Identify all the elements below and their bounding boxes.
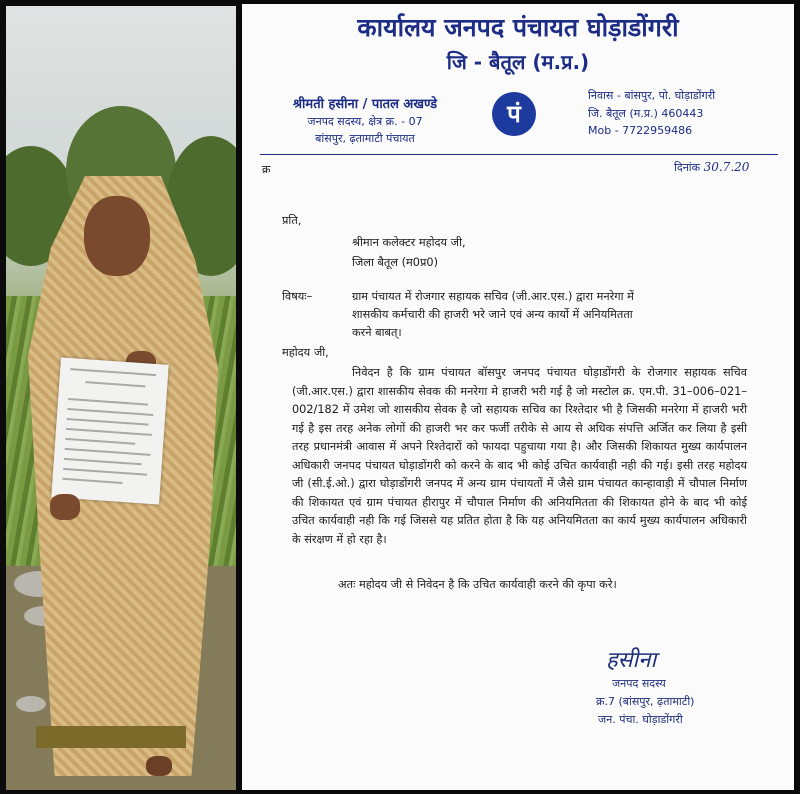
- foot: [146, 756, 172, 776]
- address-line: जि. बैतूल (म.प्र.) 460443: [588, 107, 704, 120]
- date-field: [674, 160, 749, 175]
- signature-line: जन. पंचा. घोड़ाडोंगरी: [598, 713, 683, 726]
- hand: [50, 494, 80, 520]
- sender-role: जनपद सदस्य, क्षेत्र क्र. - 07: [307, 115, 423, 128]
- stepping-stone: [16, 696, 46, 712]
- panchayat-logo-icon: पं: [492, 92, 536, 136]
- mobile-number: Mob - 7722959486: [588, 124, 693, 137]
- closing-line: अतः महोदय जी से निवेदन है कि उचित कार्यवाही करने की कृपा करे।: [338, 578, 617, 591]
- recipient-prati: प्रति,: [282, 214, 302, 227]
- held-letter-paper: [51, 357, 169, 504]
- subject-label: विषयः–: [282, 290, 313, 303]
- subject-line: शासकीय कर्मचारी की हाजरी भरे जाने एवं अन्य कार्यो में अनियमितता: [352, 308, 633, 321]
- header-divider: [260, 154, 778, 155]
- signature-line: क्र.7 (बांसपुर, ढ़तामाटी): [596, 695, 695, 708]
- date-value: 30.7.20: [703, 160, 750, 174]
- letterhead-title: कार्यालय जनपद पंचायत घोड़ाडोंगरी: [357, 13, 679, 42]
- signature-line: जनपद सदस्य: [612, 677, 666, 690]
- woman-holding-letter-photo: [6, 6, 236, 790]
- handwritten-signature: हसीना: [606, 648, 657, 673]
- date-label: दिनांक: [674, 161, 701, 174]
- subject-line: करने बाबत्।: [352, 326, 402, 339]
- salutation: महोदय जी,: [282, 346, 329, 359]
- letterhead-subtitle: जि - बैतूल (म.प्र.): [446, 50, 590, 74]
- sender-place: बांसपुर, ढ़तामाटी पंचायत: [315, 132, 415, 145]
- recipient-line: जिला बैतूल (म0प्र0): [352, 256, 438, 269]
- address-block: [588, 88, 788, 140]
- sender-name: श्रीमती हसीना / पातल अखण्डे: [292, 97, 438, 112]
- sari-border: [36, 726, 186, 748]
- address-line: निवास - बांसपुर, पो. घोड़ाडोंगरी: [588, 89, 716, 102]
- reference-label: क्र: [262, 163, 271, 176]
- face: [84, 196, 150, 276]
- sender-block: [260, 94, 470, 146]
- recipient-line: श्रीमान कलेक्टर महोदय जी,: [352, 236, 466, 249]
- subject-line: ग्राम पंचायत में रोजगार सहायक सचिव (जी.आर.एस.) द्वारा मनरेगा में: [352, 290, 634, 303]
- body-paragraph: निवेदन है कि ग्राम पंचायत बॉसपुर जनपद पंचायत घोड़ाडोंगरी के रोजगार सहायक सचिव (जी.आर.एस.) द्वारा शासकीय सेवक की मनरेगा मे हाजरी भरी गई है जो मस्टोल क्र. एम.पी. 31–006–021–002/182 में उमेश जो शासकीय सेवक है जो सहायक सचिव का रिश्तेदार भी है जिसकी मनरेगा में हाजरी भरी गई है इस तरह अनेक लोगों की हाजरी भर कर फर्जी तरीके से आय से अधिक संपत्ति अर्जित कर लिया है इसी तरह प्रधानमंत्री आवास में अपने रिश्तेदारों को फायदा पहुचाया गया है। और जिसकी शिकायत मुख्य कार्यपालन अधिकारी जनपद पंचायत घोड़ाडोंगरी को करने के बाद भी कोई उचित कार्यवाही नही की गई। इसी तरह महोदय जी (सी.ई.ओ.) द्वारा घोड़ाडोंगरी जनपद में अन्य ग्राम पंचायतों में जैसे ग्राम पंचायत कान्हावाड़ी में चौपाल निर्माण की शिकायत एवं ग्राम पंचायत हीरापुर में चौपाल निर्माण की अनियमितता की शिकायत होने के बाद भी कोई उचित कार्यवाही नही कि गई जिससे यह प्रतित होता है कि यह अनियमितता का कार्य मुख्य कार्यपालन अधिकारी के संरक्षण में हो रहा है।: [292, 366, 747, 546]
- complaint-letter: [242, 4, 794, 790]
